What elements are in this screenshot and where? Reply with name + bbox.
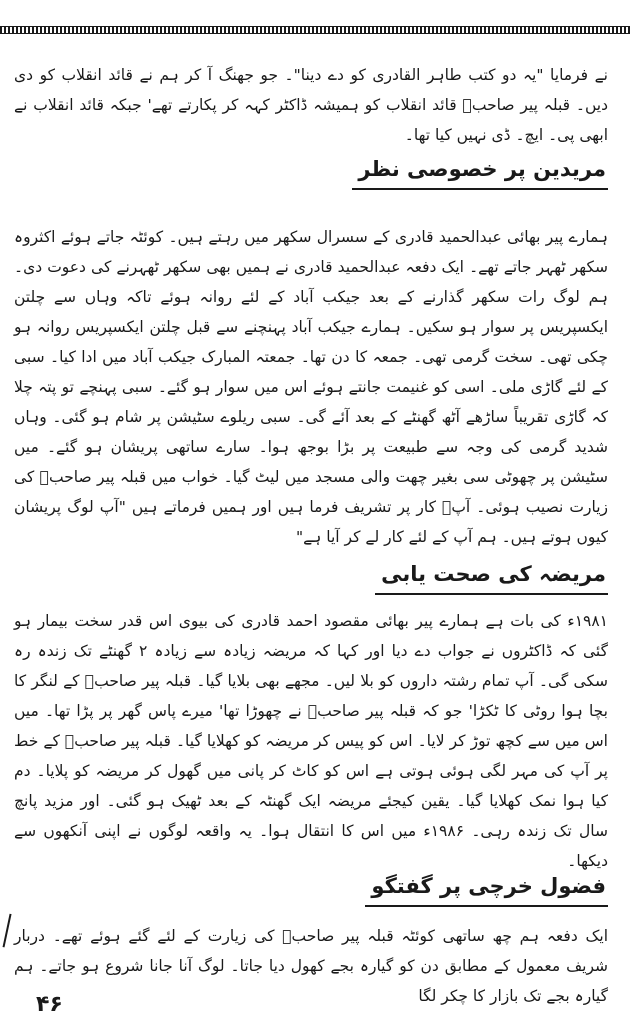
intro-paragraph: نے فرمایا "یہ دو کتب طاہر القادری کو دے دینا"۔ جو جھنگ آ کر ہم نے قائد انقلاب کو دی دیں۔ قبلہ پیر صاحبؒ قائد انقلاب کو ہمیشہ ڈاکٹر کہہ کر پکارتے تھے' جبکہ قائد انقلاب نے ابھی پی۔ ایچ۔ ڈی نہیں کیا تھا۔	[14, 66, 608, 144]
section-heading-disciples: مریدین پر خصوصی نظر	[352, 152, 608, 190]
section-body-extravagance: ایک دفعہ ہم چھ ساتھی کوئٹہ قبلہ پیر صاحبؒ کی زیارت کے لئے گئے ہوئے تھے۔ دربار شریف معمول کے مطابق دن کو گیارہ بجے کھول دیا جاتا۔ لوگ آنا جانا شروع ہو جاتے۔ ہم گیارہ بجے تک بازار کا چکر لگا	[14, 927, 608, 1005]
section-heading-patient-recovery: مریضہ کی صحت یابی	[375, 557, 608, 595]
section-body-patient-recovery: ۱۹۸۱ء کی بات ہے ہمارے پیر بھائی مقصود احمد قادری کی بیوی اس قدر سخت بیمار ہو گئی کہ ڈاکٹروں نے جواب دے دیا اور کہا کہ مریضہ زیادہ سے زیادہ ۲ گھنٹے تک زندہ رہ سکی گی۔ آپ تمام رشتہ داروں کو بلا لیں۔ مجھے بھی بلایا گیا۔ قبلہ پیر صاحبؒ کے لنگر کا بچا ہوا روٹی کا ٹکڑا' جو کہ قبلہ پیر صاحبؒ نے چھوڑا تھا' میرے پاس گھر پر پڑا تھا۔ میں اس میں سے کچھ توڑ کر لایا۔ اس کو پیس کر مریضہ کو کھلایا گیا۔ قبلہ پیر صاحبؒ کے خط پر آپ کی مہر لگی ہوئی ہوتی ہے اس کو کاٹ کر پانی میں گھول کر مریضہ کو پلایا۔ دم کیا ہوا نمک کھلایا گیا۔ یقین کیجئے مریضہ ایک گھنٹہ کے بعد ٹھیک ہو گئی۔ اور مزید پانچ سال تک زندہ رہی۔ ۱۹۸۶ء میں اس کا انتقال ہوا۔ یہ واقعہ لوگوں نے اپنی آنکھوں سے دیکھا۔	[14, 612, 608, 870]
page-number: ۴۶	[36, 992, 63, 1017]
section-heading-extravagance: فضول خرچی پر گفتگو	[365, 869, 608, 907]
top-border-rule	[0, 26, 630, 34]
section-body-disciples: ہمارے پیر بھائی عبدالحمید قادری کے سسرال سکھر میں رہتے ہیں۔ کوئٹہ جاتے ہوئے اکثروہ سکھر ٹھہر جاتے تھے۔ ایک دفعہ عبدالحمید قادری نے ہمیں بھی سکھر ٹھہرنے کی دعوت دی۔ ہم لوگ رات سکھر گذارنے کے بعد جیکب آباد کے لئے روانہ ہوئے تاکہ وہاں سے چلتن ایکسپریس پر سوار ہو سکیں۔ ہمارے جیکب آباد پہنچنے سے قبل چلتن ایکسپریس روانہ ہو چکی تھی۔ سخت گرمی تھی۔ جمعہ کا دن تھا۔ جمعتہ المبارک جیکب آباد میں ادا کیا۔ سبی کے لئے گاڑی ملی۔ اسی کو غنیمت جانتے ہوئے اس میں سوار ہو گئے۔ سبی پہنچے تو پتہ چلا کہ گاڑی تقریباً ساڑھے آٹھ گھنٹے کے بعد آئے گی۔ سبی ریلوے سٹیشن پر شام ہو گئی۔ وہاں شدید گرمی کی وجہ سے طبیعت پر بڑا بوجھ ہوا۔ سارے ساتھی پریشان ہو گئے۔ میں سٹیشن پر چھوٹی سی بغیر چھت والی مسجد میں لیٹ گیا۔ خواب میں قبلہ پیر صاحبؒ کی زیارت نصیب ہوئی۔ آپؒ کار پر تشریف فرما ہیں اور ہمیں فرماتے ہیں "آپ لوگ پریشان کیوں ہوتے ہیں۔ ہم آپ کے لئے کار لے کر آیا ہے"	[14, 228, 608, 546]
